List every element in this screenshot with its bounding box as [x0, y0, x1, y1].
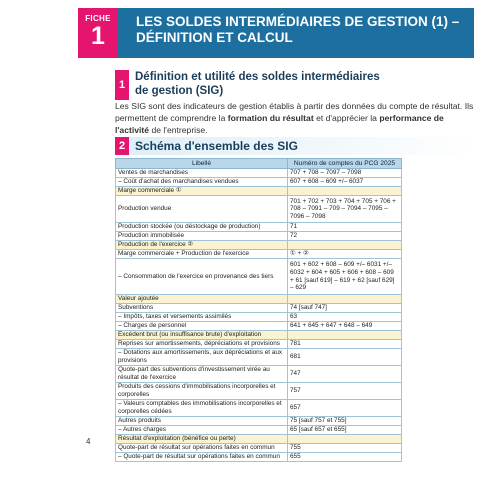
- row-accounts: [288, 295, 402, 304]
- table-header-row: [116, 159, 402, 169]
- table-row: [116, 340, 402, 349]
- row-label: Excédent brut (ou insuffisance brute) d'exploitation: [116, 331, 288, 340]
- row-label: Marge commerciale ①: [116, 187, 288, 196]
- table-row: [116, 178, 402, 187]
- row-label: – Coût d'achat des marchandises vendues: [116, 178, 288, 187]
- intro-bold-2: performance de l'activité: [115, 113, 444, 135]
- table-row: [116, 196, 402, 223]
- row-accounts: 701 + 702 + 703 + 704 + 705 + 706 + 708 – 7091 – 709 – 7094 – 7095 – 7096 – 7098: [288, 196, 402, 223]
- row-label: – Valeurs comptables des immobilisations incorporelles et corporelles cédées: [116, 400, 288, 417]
- table-row: [116, 349, 402, 366]
- row-accounts: 601 + 602 + 608 – 609 +/– 6031 +/– 6032 + 604 + 605 + 606 + 608 – 609 + 61 [sauf 619] – 619 + 62 [sauf 629] – 629: [288, 259, 402, 295]
- row-accounts: 707 + 708 – 7097 – 7098: [288, 169, 402, 178]
- row-label: Production vendue: [116, 196, 288, 223]
- row-accounts: 607 + 608 – 609 +/– 6037: [288, 178, 402, 187]
- table-row: [116, 426, 402, 435]
- row-label: Ventes de marchandises: [116, 169, 288, 178]
- row-accounts: 747: [288, 366, 402, 383]
- row-accounts: 65 [sauf 657 et 655]: [288, 426, 402, 435]
- intro-paragraph: [115, 100, 477, 136]
- table-row: [116, 435, 402, 444]
- row-accounts: 63: [288, 313, 402, 322]
- row-accounts: [288, 435, 402, 444]
- row-accounts: 655: [288, 453, 402, 462]
- row-accounts: [288, 187, 402, 196]
- row-label: Autres produits: [116, 417, 288, 426]
- row-accounts: 657: [288, 400, 402, 417]
- row-accounts: 71: [288, 223, 402, 232]
- table-row: [116, 241, 402, 250]
- row-label: – Impôts, taxes et versements assimilés: [116, 313, 288, 322]
- section-1-title-line1: Définition et utilité des soldes intermédiaires: [135, 71, 380, 83]
- row-label: Marge commerciale + Production de l'exercice: [116, 250, 288, 259]
- intro-bold-1: formation du résultat: [227, 113, 314, 123]
- table-row: [116, 169, 402, 178]
- section-2-number: 2: [115, 137, 129, 155]
- intro-text-1: Les SIG sont des indicateurs de gestion établis à partir des données du compte de résultat. Ils permettent de comprendre la: [115, 101, 474, 123]
- row-label: – Autres charges: [116, 426, 288, 435]
- row-accounts: 74 [sauf 747]: [288, 304, 402, 313]
- table-row: [116, 444, 402, 453]
- row-accounts: [288, 331, 402, 340]
- table-row: [116, 453, 402, 462]
- table-row: [116, 304, 402, 313]
- section-1-title-line2: de gestion (SIG): [135, 85, 224, 97]
- row-label: – Consommation de l'exercice en provenance des tiers: [116, 259, 288, 295]
- row-label: Production de l'exercice ②: [116, 241, 288, 250]
- row-accounts: 781: [288, 340, 402, 349]
- row-label: – Quote-part de résultat sur opérations faites en commun: [116, 453, 288, 462]
- table-row: [116, 313, 402, 322]
- table-row: [116, 331, 402, 340]
- intro-text-3: de l'entreprise.: [149, 125, 208, 135]
- row-accounts: 757: [288, 383, 402, 400]
- row-accounts: 641 + 645 + 647 + 648 – 649: [288, 322, 402, 331]
- row-accounts: ① + ②: [288, 250, 402, 259]
- row-label: – Dotations aux amortissements, aux dépréciations et aux provisions: [116, 349, 288, 366]
- table-row: [116, 366, 402, 383]
- table-row: [116, 417, 402, 426]
- row-label: Production stockée (ou déstockage de production): [116, 223, 288, 232]
- row-label: Quote-part des subventions d'investissement virée au résultat de l'exercice: [116, 366, 288, 383]
- table-row: [116, 383, 402, 400]
- row-accounts: 75 [sauf 757 et 755]: [288, 417, 402, 426]
- row-label: – Charges de personnel: [116, 322, 288, 331]
- row-label: Subventions: [116, 304, 288, 313]
- table-row: [116, 259, 402, 295]
- page-number: 4: [86, 437, 91, 446]
- table-row: [116, 250, 402, 259]
- page-title: [118, 8, 474, 58]
- table-row: [116, 322, 402, 331]
- section-1-number: 1: [115, 70, 129, 100]
- table-row: [116, 295, 402, 304]
- row-accounts: [288, 241, 402, 250]
- table-row: [116, 232, 402, 241]
- page-title-line2: DÉFINITION ET CALCUL: [136, 30, 293, 45]
- table-row: [116, 187, 402, 196]
- intro-text-2: et d'apprécier la: [313, 113, 380, 123]
- table-row: [116, 223, 402, 232]
- row-label: Quote-part de résultat sur opérations faites en commun: [116, 444, 288, 453]
- table-header-label: Libellé: [116, 159, 288, 169]
- table-row: [116, 400, 402, 417]
- table-header-accounts: Numéro de comptes du PCG 2025: [288, 159, 402, 169]
- section-1-title: [135, 70, 380, 98]
- page-title-line1: LES SOLDES INTERMÉDIAIRES DE GESTION (1) –: [136, 14, 460, 29]
- row-label: Valeur ajoutée: [116, 295, 288, 304]
- row-accounts: 72: [288, 232, 402, 241]
- row-label: Produits des cessions d'immobilisations incorporelles et corporelles: [116, 383, 288, 400]
- row-label: Reprises sur amortissements, dépréciations et provisions: [116, 340, 288, 349]
- row-accounts: 755: [288, 444, 402, 453]
- section-2-heading: [115, 137, 475, 155]
- fiche-label: FICHE: [85, 14, 111, 23]
- fiche-number: 1: [91, 22, 105, 50]
- row-accounts: 681: [288, 349, 402, 366]
- section-2-title: Schéma d'ensemble des SIG: [135, 139, 298, 153]
- sig-table: [115, 158, 402, 462]
- row-label: Production immobilisée: [116, 232, 288, 241]
- section-1-heading: [115, 70, 475, 100]
- fiche-badge: [78, 8, 118, 58]
- sig-table-body: [116, 169, 402, 462]
- row-label: Résultat d'exploitation (bénéfice ou perte): [116, 435, 288, 444]
